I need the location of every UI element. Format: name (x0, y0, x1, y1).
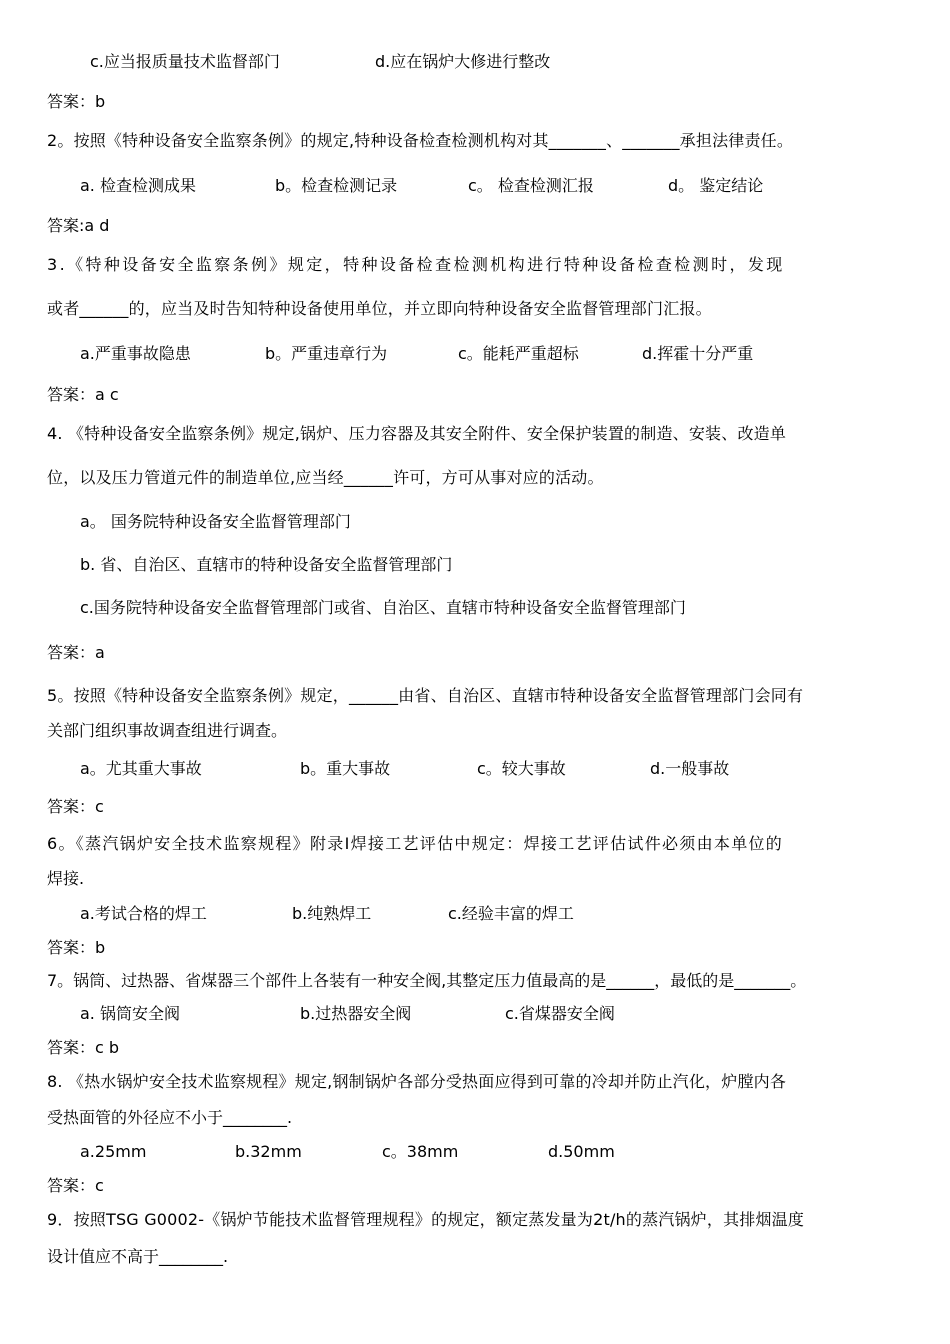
q8-option-a: a.25mm (80, 1142, 147, 1161)
q5-option-b: b。重大事故 (300, 759, 391, 778)
q7-option-b: b.过热器安全阀 (300, 1004, 412, 1023)
q9-text-line2: 设计值应不高于________. (47, 1247, 229, 1266)
q2-answer: 答案:a d (47, 216, 110, 235)
q1-option-d: d.应在锅炉大修进行整改 (375, 52, 551, 71)
q3-text-line1: 3.《特种设备安全监察条例》规定，特种设备检查检测机构进行特种设备检查检测时，发现 (47, 255, 785, 274)
q4-option-c: c.国务院特种设备安全监督管理部门或省、自治区、直辖市特种设备安全监督管理部门 (80, 598, 686, 617)
q6-text-line2: 焊接. (47, 869, 85, 888)
q2-option-d: d。 鉴定结论 (668, 176, 764, 195)
q7-option-a: a. 锅筒安全阀 (80, 1004, 180, 1023)
q5-text-line1: 5。按照《特种设备安全监察条例》规定，______由省、自治区、直辖市特种设备安全监督管理部门会同有 (47, 686, 804, 705)
q8-option-d: d.50mm (548, 1142, 615, 1161)
q6-answer: 答案：b (47, 938, 106, 957)
q2-option-b: b。检查检测记录 (275, 176, 398, 195)
q1-answer: 答案：b (47, 92, 106, 111)
q3-option-a: a.严重事故隐患 (80, 344, 191, 363)
q4-option-a: a。 国务院特种设备安全监督管理部门 (80, 512, 351, 531)
q3-answer: 答案：a c (47, 385, 119, 404)
q3-option-c: c。能耗严重超标 (458, 344, 579, 363)
q8-text-line2: 受热面管的外径应不小于________. (47, 1108, 293, 1127)
q6-option-a: a.考试合格的焊工 (80, 904, 207, 923)
q6-option-c: c.经验丰富的焊工 (448, 904, 574, 923)
q5-option-c: c。较大事故 (477, 759, 566, 778)
q6-text-line1: 6。《蒸汽锅炉安全技术监察规程》附录Ⅰ焊接工艺评估中规定：焊接工艺评估试件必须由本单位的 (47, 834, 784, 853)
q2-option-a: a. 检查检测成果 (80, 176, 196, 195)
q7-text: 7。锅筒、过热器、省煤器三个部件上各装有一种安全阀,其整定压力值最高的是______，最低的是_______。 (47, 971, 807, 990)
q9-text-line1: 9．按照TSG G0002-《锅炉节能技术监督管理规程》的规定，额定蒸发量为2t/h的蒸汽锅炉，其排烟温度 (47, 1210, 805, 1229)
q8-answer: 答案：c (47, 1176, 104, 1195)
q4-text-line2: 位，以及压力管道元件的制造单位,应当经______许可，方可从事对应的活动。 (47, 468, 604, 487)
q4-text-line1: 4. 《特种设备安全监察条例》规定,锅炉、压力容器及其安全附件、安全保护装置的制造、安装、改造单 (47, 424, 787, 443)
q6-option-b: b.纯熟焊工 (292, 904, 372, 923)
q7-answer: 答案：c b (47, 1038, 120, 1057)
q2-text: 2。按照《特种设备安全监察条例》的规定,特种设备检查检测机构对其_______、_______承担法律责任。 (47, 131, 794, 150)
q4-option-b: b. 省、自治区、直辖市的特种设备安全监督管理部门 (80, 555, 453, 574)
q8-option-b: b.32mm (235, 1142, 302, 1161)
q7-option-c: c.省煤器安全阀 (505, 1004, 615, 1023)
q3-text-line2: 或者______的，应当及时告知特种设备使用单位，并立即向特种设备安全监督管理部门汇报。 (47, 299, 712, 318)
q1-option-c: c.应当报质量技术监督部门 (90, 52, 280, 71)
q8-text-line1: 8. 《热水锅炉安全技术监察规程》规定,钢制锅炉各部分受热面应得到可靠的冷却并防止汽化，炉膛内各 (47, 1072, 787, 1091)
q3-option-d: d.挥霍十分严重 (642, 344, 754, 363)
q8-option-c: c。38mm (382, 1142, 459, 1161)
q4-answer: 答案：a (47, 643, 105, 662)
q5-text-line2: 关部门组织事故调查组进行调查。 (47, 721, 288, 740)
q5-answer: 答案：c (47, 797, 104, 816)
q3-option-b: b。严重违章行为 (265, 344, 388, 363)
q2-option-c: c。 检查检测汇报 (468, 176, 594, 195)
q5-option-d: d.一般事故 (650, 759, 730, 778)
q5-option-a: a。尤其重大事故 (80, 759, 202, 778)
